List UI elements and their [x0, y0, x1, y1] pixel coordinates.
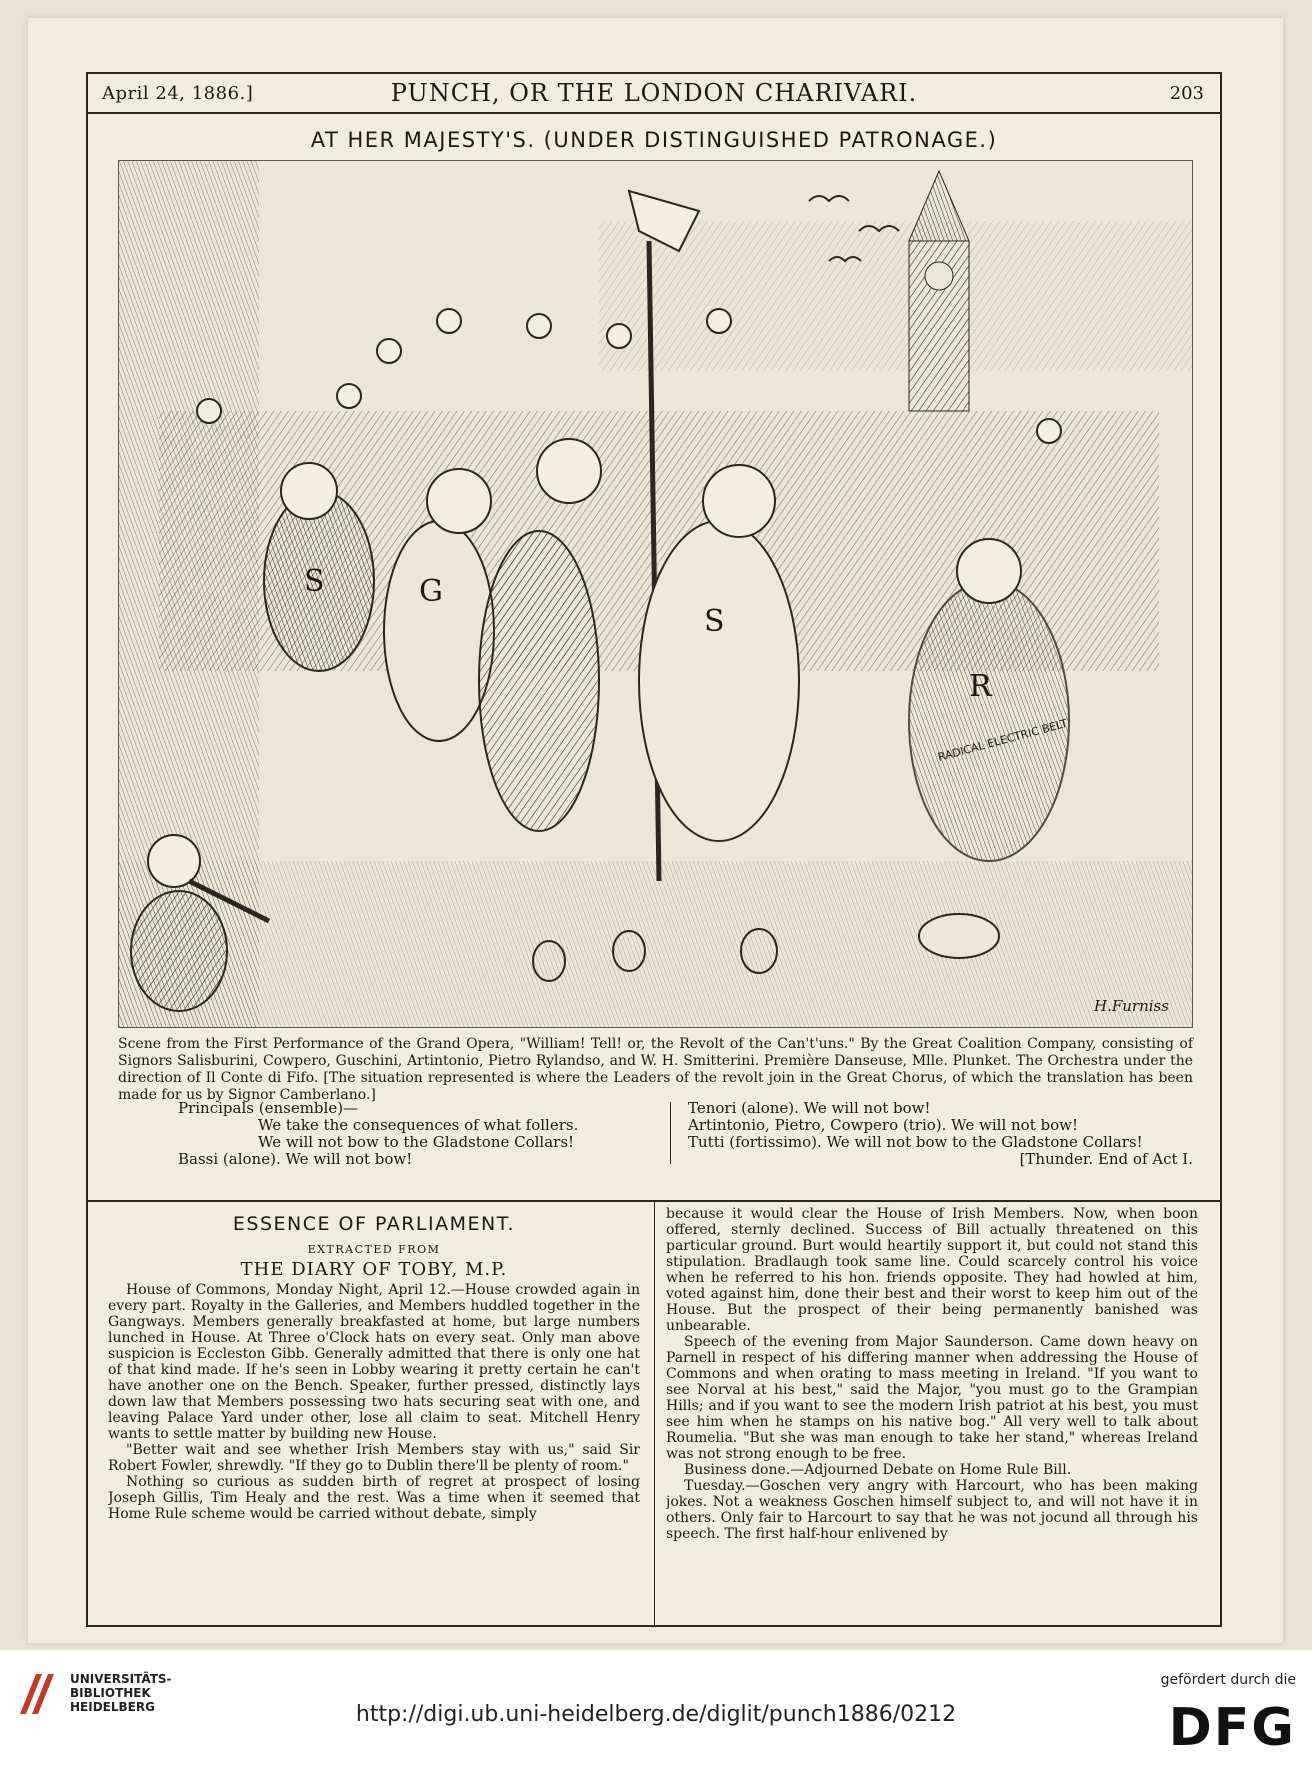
- article-paragraph: "Better wait and see whether Irish Members stay with us," said Sir Robert Fowler, shrewdly. "If they go to Dublin there'll be plenty of room.": [108, 1442, 640, 1474]
- verse-line: Tutti (fortissimo). We will not bow to the Gladstone Collars!: [688, 1133, 1143, 1151]
- funded-by-text: gefördert durch die: [1160, 1672, 1296, 1688]
- verses-right: [688, 1100, 1193, 1168]
- article-title: ESSENCE OF PARLIAMENT.: [232, 1213, 516, 1235]
- artist-signature: H.Furniss: [1094, 997, 1169, 1015]
- column-divider: [654, 1202, 655, 1627]
- article-paragraph: Nothing so curious as sudden birth of regret at prospect of losing Joseph Gillis, Tim Healy and the rest. Was a time when it seemed that Home Rule scheme would be carried without debate, simply: [108, 1474, 640, 1522]
- verses-divider: [670, 1102, 671, 1164]
- article-paragraph: Tuesday.—Goschen very angry with Harcourt, who has been making jokes. Not a weakness Goschen himself subject to, and will not have it in others. Only fair to Harcourt to say that he was not jocund all through his speech. The first half-hour enlivened by: [666, 1478, 1198, 1542]
- article-extracted-from: EXTRACTED FROM: [307, 1243, 441, 1256]
- running-head: [88, 74, 1220, 114]
- chorus-verses: [118, 1100, 1193, 1166]
- cartoon-title: AT HER MAJESTY'S. (UNDER DISTINGUISHED PATRONAGE.): [310, 128, 998, 152]
- stage-floor: [119, 861, 1192, 1027]
- svg-text:R: R: [969, 669, 992, 704]
- article-paragraph: Speech of the evening from Major Saunderson. Came down heavy on Parnell in respect of his differing manner when addressing the House of Commons and when orating to mass meeting in Ireland. "If you want to see Norval at his best," said the Major, "you must go to the Grampian Hills; and if you want to see the modern Irish patriot at his best, you must see him when he stamps on his native bog." All very well to talk about Roumelia. "But she was man enough to take her stand," whereas Ireland was not strong enough to be free.: [666, 1334, 1198, 1462]
- issue-date: April 24, 1886.]: [102, 83, 254, 104]
- svg-text:S: S: [704, 604, 725, 639]
- article-paragraph: Business done.—Adjourned Debate on Home Rule Bill.: [684, 1462, 1072, 1478]
- viewer-footer: [0, 1650, 1312, 1778]
- verse-line: We will not bow to the Gladstone Collars!: [258, 1133, 575, 1151]
- verses-left: [178, 1100, 658, 1168]
- institution-line: HEIDELBERG: [70, 1700, 155, 1714]
- verse-line: Artintonio, Pietro, Cowpero (trio). We will not bow!: [688, 1116, 1078, 1134]
- svg-text:S: S: [304, 564, 325, 599]
- svg-text:G: G: [419, 574, 443, 609]
- permalink-url[interactable]: http://digi.ub.uni-heidelberg.de/diglit/punch1886/0212: [355, 1702, 957, 1727]
- article-column-left: [108, 1206, 640, 1626]
- engraving-drawing: [119, 161, 1192, 1027]
- cartoon-caption: Scene from the First Performance of the Grand Opera, "William! Tell! or, the Revolt of the Can't'uns." By the Great Coalition Company, consisting of Signors Salisburini, Cowpero, Guschini, Artintonio, Pietro Rylandso, and W. H. Smitterini. Première Danseuse, Mlle. Plunket. The Orchestra under the direction of Il Conte di Fifo. [The situation represented is where the Leaders of the revolt join in the Great Chorus, of which the translation has been made for us by Signor Camberlano.]: [118, 1036, 1193, 1103]
- article-paragraph: House of Commons, Monday Night, April 12.—House crowded again in every part. Royalty in the Galleries, and Members huddled together in the Gangways. Members generally breakfasted at home, but large numbers lunched in House. At Three o'Clock hats on every seat. Only man above suspicion is Eccleston Gibb. Generally admitted that there is only one hat of that kind made. If he's seen in Lobby wearing it pretty certain he can't have another one on the Bench. Speaker, further pressed, distinctly lays down law that Members possessing two hats securing seat with one, and leaving Palace Yard under other, lose all claim to seat. Mitchell Henry wants to settle matter by building new House.: [108, 1282, 640, 1442]
- institution-line: BIBLIOTHEK: [70, 1686, 151, 1700]
- verse-line: We take the consequences of what follers.: [258, 1116, 579, 1134]
- page-number: 203: [1169, 83, 1204, 104]
- publication-title: PUNCH, OR THE LONDON CHARIVARI.: [390, 79, 918, 107]
- cartoon-illustration: [118, 160, 1193, 1028]
- verse-line: Bassi (alone). We will not bow!: [178, 1150, 413, 1168]
- verse-line: Tenori (alone). We will not bow!: [688, 1099, 931, 1117]
- page-frame: [86, 72, 1222, 1627]
- dfg-logo: DFG: [1168, 1698, 1296, 1758]
- radical-sash-text: RADICAL ELECTRIC BELT: [936, 716, 1069, 764]
- article-subtitle: THE DIARY OF TOBY, M.P.: [240, 1259, 508, 1280]
- verse-line: Principals (ensemble)—: [178, 1099, 359, 1117]
- article-column-right: [666, 1206, 1198, 1626]
- institution-line: UNIVERSITÄTS-: [70, 1672, 172, 1686]
- verse-line: [Thunder. End of Act I.: [1019, 1150, 1193, 1168]
- article-paragraph: because it would clear the House of Irish Members. Now, when boon offered, sternly declined. Success of Bill actually threatened on this particular ground. Burt would heartily support it, but could not stand this stipulation. Bradlaugh took same line. Could scarcely control his voice when he referred to his hon. friends opposite. They had howled at him, voted against him, done their best and their worst to keep him out of the House. But the prospect of their being permanently banished was unbearable.: [666, 1206, 1198, 1334]
